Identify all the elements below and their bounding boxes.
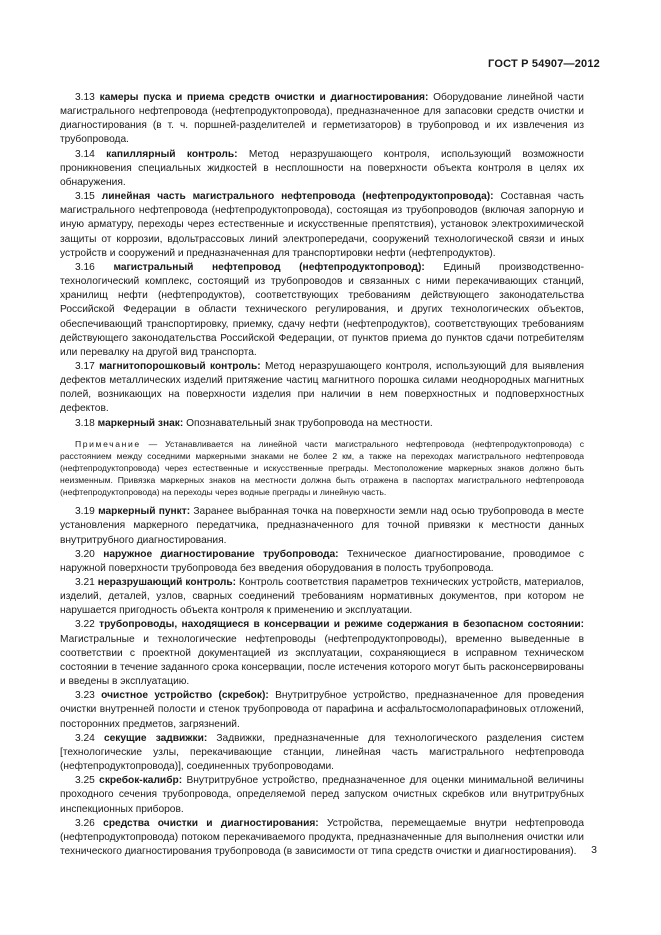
definition-number: 3.17 bbox=[75, 360, 95, 372]
definition-term: скребок-калибр: bbox=[99, 775, 183, 787]
definition-text: Единый производственно-технологический комплекс, состоящий из трубопроводов и связанных с ними перекачивающих станций, хранилищ нефти (нефтепродуктов), соответствующих требованиям действующего законодательства Российской Федерации в области технического регулирования, и других технологических объектов, обеспечивающий транспортировку, приемку, сдачу нефти (нефтепродуктов), соответствующих требованиям действующего законодательства Российской Федерации, от пунктов приема до пунктов сдачи потребителям или перевалку на другой вид транспорта. bbox=[60, 261, 584, 358]
definition-term: маркерный знак: bbox=[97, 417, 184, 429]
definition-term: камеры пуска и приема средств очистки и диагностирования: bbox=[99, 92, 429, 103]
definition-term: средства очистки и диагностирования: bbox=[103, 817, 319, 829]
definition-number: 3.20 bbox=[75, 548, 95, 560]
definition-entry bbox=[60, 417, 584, 431]
definition-entry bbox=[60, 261, 584, 360]
definition-text: Внутритрубное устройство, предназначенное для проведения очистки внутренней полости и стенок трубопровода от парафина и асфальтосмолопарафиновых отложений, посторонних предметов, загрязнений. bbox=[60, 690, 584, 730]
definition-entry bbox=[60, 148, 584, 190]
definition-entry bbox=[60, 774, 584, 816]
definition-entry bbox=[60, 817, 584, 859]
definition-number: 3.13 bbox=[75, 92, 95, 103]
definition-text: Составная часть магистрального нефтепровода (нефтепродуктопровода), состоящая из трубопроводов (включая запорную и иную арматуру, переходы через естественные и искусственные препятствия), установок электрохимической защиты от коррозии, вдольтрассовых линий электропередачи, сооружений технологической связи и иных устройств и сооружений и предназначенная для транспортировки нефти (нефтепродуктов). bbox=[60, 191, 584, 259]
definition-number: 3.25 bbox=[75, 775, 95, 787]
definition-entry bbox=[60, 689, 584, 731]
definition-number: 3.22 bbox=[75, 619, 95, 631]
definition-text: Заранее выбранная точка на поверхности земли над осью трубопровода в месте установления маркерного передатчика, предназначенного для точной привязки к местности данных внутритрубного диагностирования. bbox=[60, 506, 584, 546]
definition-term: линейная часть магистрального нефтепровода (нефтепродуктопровода): bbox=[101, 191, 494, 203]
definition-entry bbox=[60, 618, 584, 689]
definition-text: Оборудование линейной части магистрального нефтепровода (нефтепродуктопровода), предназначенное для запасовки средств очистки и диагностирования (в т. ч. поршней-разделителей и герметизаторов) в трубопровод и их извлечения из трубопровода. bbox=[60, 92, 584, 146]
definition-term: маркерный пункт: bbox=[98, 506, 191, 518]
definition-text: Опознавательный знак трубопровода на местности. bbox=[186, 417, 433, 429]
definition-term: трубопроводы, находящиеся в консервации и режиме содержания в безопасном состоянии: bbox=[99, 619, 584, 631]
definitions-list bbox=[60, 91, 584, 431]
note-text: — Устанавливается на линейной части магистрального нефтепровода (нефтепродуктопровода) с расстоянием между соседними маркерными знаками не более 2 км, а также на переходах магистрального нефтепровода (нефтепродуктопровода) через естественные и искусственные преграды. Местоположение маркерных знаков должно быть неизменным. Привязка маркерных знаков на местности должна быть отражена в паспортах магистрального нефтепровода (нефтепродуктопровода) на переходы через водные преграды и линейную часть. bbox=[60, 438, 585, 498]
definition-term: очистное устройство (скребок): bbox=[101, 690, 269, 702]
definition-entry bbox=[60, 576, 584, 618]
definition-number: 3.16 bbox=[75, 261, 95, 273]
definition-text: Метод неразрушающего контроля, использующий для выявления дефектов металлических изделий притяжение частиц магнитного порошка силами неоднородных магнитных полей, возникающих на поверхности изделия при наличии в нем поверхностных и подповерхностных дефектов. bbox=[60, 360, 584, 415]
definition-text: Магистральные и технологические нефтепроводы (нефтепродуктопроводы), временно выведенные в соответствии с проектной документацией из эксплуатации, сохраняющиеся в исправном техническом состоянии в течение заданного срока консервации, после истечения которого могут быть расконсервированы и введены в эксплуатацию. bbox=[60, 633, 584, 688]
definition-number: 3.23 bbox=[75, 690, 95, 702]
definition-number: 3.15 bbox=[75, 191, 95, 203]
definition-entry bbox=[60, 505, 584, 547]
document-body bbox=[60, 91, 584, 859]
note-label: Примечание bbox=[75, 438, 141, 449]
definition-number: 3.19 bbox=[75, 506, 95, 518]
definition-term: капиллярный контроль: bbox=[106, 148, 238, 160]
definition-text: Внутритрубное устройство, предназначенное для оценки минимальной величины проходного сечения трубопровода, определяемой перед запуском очистных скребков или внутритрубных инспекционных приборов. bbox=[60, 775, 584, 815]
document-header: ГОСТ Р 54907—2012 bbox=[488, 58, 600, 70]
note-block bbox=[60, 438, 584, 498]
definition-entry bbox=[60, 548, 584, 576]
definition-number: 3.24 bbox=[75, 732, 95, 744]
definition-number: 3.26 bbox=[75, 817, 95, 829]
definition-term: секущие задвижки: bbox=[103, 732, 208, 744]
definition-text: Техническое диагностирование, проводимое с наружной поверхности трубопровода без введения оборудования в полость трубопровода. bbox=[60, 548, 584, 574]
definition-term: наружное диагностирование трубопровода: bbox=[103, 548, 339, 560]
definition-number: 3.14 bbox=[75, 148, 95, 160]
definition-text: Контроль соответствия параметров технических устройств, материалов, изделий, деталей, узлов, сварных соединений требованиям нормативных документов, при котором не нарушается пригодность объекта контроля к применению и эксплуатации. bbox=[60, 577, 584, 617]
definition-entry bbox=[60, 91, 584, 148]
definition-number: 3.21 bbox=[75, 577, 95, 588]
definition-term: магнитопорошковый контроль: bbox=[99, 360, 261, 372]
page-number: 3 bbox=[591, 844, 597, 856]
definitions-list bbox=[60, 505, 584, 859]
definition-entry bbox=[60, 360, 584, 417]
definition-text: Метод неразрушающего контроля, использующий возможности проникновения специальных жидкостей в несплошности на поверхности объекта контроля в целях их обнаружения. bbox=[60, 148, 584, 188]
definition-text: Задвижки, предназначенные для технологического разделения систем [технологические узлы, перекачивающие станции, линейная часть магистрального нефтепровода (нефтепродуктопровода)], соединенных трубопроводами. bbox=[60, 732, 584, 773]
definition-term: магистральный нефтепровод (нефтепродуктопровод): bbox=[113, 261, 425, 273]
definition-entry bbox=[60, 732, 584, 774]
definition-entry bbox=[60, 190, 584, 261]
definition-text: Устройства, перемещаемые внутри нефтепровода (нефтепродуктопровода) потоком перекачиваемого продукта, предназначенные для выполнения очистки или технического диагностирования трубопровода (в зависимости от типа средств очистки и диагностирования). bbox=[60, 817, 584, 857]
definition-term: неразрушающий контроль: bbox=[97, 577, 237, 588]
definition-number: 3.18 bbox=[75, 417, 95, 429]
